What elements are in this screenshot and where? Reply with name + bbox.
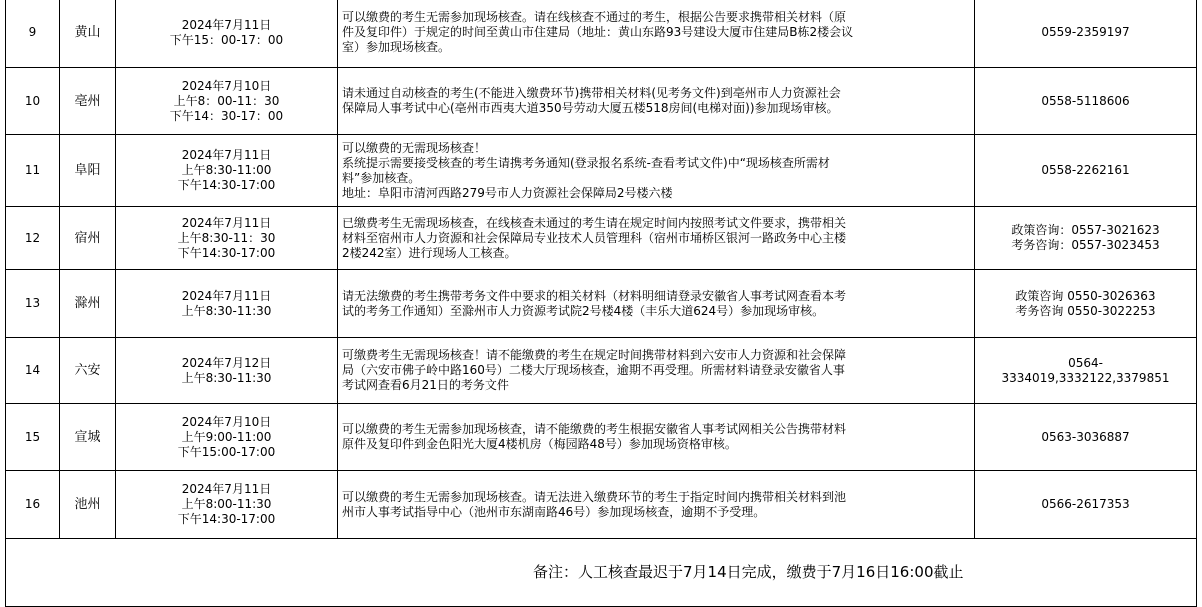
description-line: 料”参加核查。 xyxy=(342,170,421,185)
row-number: 14 xyxy=(6,338,60,404)
verification-description xyxy=(338,404,975,471)
verification-time xyxy=(116,207,338,270)
time-line: 2024年7月11日 xyxy=(181,215,272,230)
description-line: 可缴费考生无需现场核查！请不能缴费的考生在规定时间携带材料到六安市人力资源和社会保障 xyxy=(342,348,847,362)
verification-time xyxy=(116,471,338,539)
city-name: 六安 xyxy=(60,338,116,404)
time-line: 2024年7月10日 xyxy=(181,78,272,93)
description-line: 可以缴费的无需现场核查！ xyxy=(342,140,487,155)
description-line: 材料至宿州市人力资源和社会保障局专业技术人员管理科（宿州市埇桥区银河一路政务中心主楼 xyxy=(342,230,847,245)
contact-line: 3334019,3332122,3379851 xyxy=(1001,370,1170,385)
contact-line: 0558-5118606 xyxy=(1041,93,1130,108)
contact-line: 政策咨询：0557-3021623 xyxy=(1011,223,1160,237)
note-text: 备注：人工核查最迟于7月14日完成，缴费于7月16日16:00截止 xyxy=(338,539,1197,607)
verification-time xyxy=(116,338,338,404)
contact-phone xyxy=(975,68,1197,135)
time-line: 下午15：00-17：00 xyxy=(169,32,284,47)
description-line: 系统提示需要接受核查的考生请携考务通知(登录报名系统-查看考试文件)中“现场核查所需材 xyxy=(342,155,830,170)
contact-phone xyxy=(975,135,1197,207)
verification-time xyxy=(116,135,338,207)
table-row xyxy=(6,0,1197,68)
verification-description xyxy=(338,270,975,338)
city-name: 黄山 xyxy=(60,0,116,68)
contact-line: 考务咨询：0557-3023453 xyxy=(1011,238,1160,252)
description-line: 保障局人事考试中心(亳州市西夷大道350号劳动大厦五楼518房间(电梯对面))参加现场审核。 xyxy=(342,101,839,115)
contact-phone xyxy=(975,338,1197,404)
city-name: 池州 xyxy=(60,471,116,539)
contact-line: 考务咨询 0550-3022253 xyxy=(1015,303,1156,318)
verification-time xyxy=(116,0,338,68)
description-line: 请未通过自动核查的考生(不能进入缴费环节)携带相关材料(见考务文件)到亳州市人力资源社会 xyxy=(342,86,841,100)
time-line: 上午8：00-11：30 xyxy=(173,93,280,108)
contact-phone xyxy=(975,270,1197,338)
time-line: 下午15:00-17:00 xyxy=(177,444,276,459)
time-line: 上午8:30-11:00 xyxy=(181,163,272,177)
city-name: 阜阳 xyxy=(60,135,116,207)
contact-line: 政策咨询 0550-3026363 xyxy=(1015,288,1156,303)
verification-description xyxy=(338,471,975,539)
exam-verification-table xyxy=(5,0,1197,607)
description-line: 试的考务工作通知）至滁州市人力资源考试院2号楼4楼（丰乐大道624号）参加现场审核。 xyxy=(342,303,825,318)
verification-description xyxy=(338,135,975,207)
contact-line: 0563-3036887 xyxy=(1041,429,1130,444)
contact-line: 0566-2617353 xyxy=(1041,497,1130,511)
time-line: 下午14:30-17:00 xyxy=(177,512,276,526)
table-row xyxy=(6,270,1197,338)
contact-phone xyxy=(975,471,1197,539)
city-name: 宣城 xyxy=(60,404,116,471)
time-line: 2024年7月11日 xyxy=(181,288,272,303)
description-line: 可以缴费的考生无需参加现场核查，请不能缴费的考生根据安徽省人事考试网相关公告携带材料 xyxy=(342,422,847,436)
description-line: 可以缴费的考生无需参加现场核查。请无法进入缴费环节的考生于指定时间内携带相关材料到池 xyxy=(342,489,847,504)
contact-phone xyxy=(975,207,1197,270)
time-line: 下午14：30-17：00 xyxy=(169,108,284,123)
time-line: 上午8:30-11：30 xyxy=(177,230,276,245)
note-row xyxy=(6,539,1197,607)
verification-description xyxy=(338,0,975,68)
time-line: 2024年7月12日 xyxy=(181,355,272,370)
table-body xyxy=(6,0,1197,539)
time-line: 2024年7月11日 xyxy=(181,482,272,496)
description-line: 室）参加现场核查。 xyxy=(342,40,451,54)
time-line: 上午8:30-11:30 xyxy=(181,370,272,385)
time-line: 上午8:30-11:30 xyxy=(181,303,272,318)
verification-time xyxy=(116,270,338,338)
contact-line: 0559-2359197 xyxy=(1041,25,1130,39)
verification-description xyxy=(338,207,975,270)
time-line: 下午14:30-17:00 xyxy=(177,178,276,192)
city-name: 亳州 xyxy=(60,68,116,135)
description-line: 局（六安市佛子岭中路160号）二楼大厅现场核查，逾期不再受理。所需材料请登录安徽省人事 xyxy=(342,363,845,377)
row-number: 9 xyxy=(6,0,60,68)
verification-time xyxy=(116,68,338,135)
description-line: 可以缴费的考生无需参加现场核查。请在线核查不通过的考生，根据公告要求携带相关材料（原 xyxy=(342,10,847,24)
description-line: 请无法缴费的考生携带考务文件中要求的相关材料（材料明细请登录安徽省人事考试网查看本考 xyxy=(342,288,847,303)
time-line: 下午14:30-17:00 xyxy=(177,245,276,260)
description-line: 原件及复印件到金色阳光大厦4楼机房（梅园路48号）参加现场资格审核。 xyxy=(342,437,737,451)
city-name: 宿州 xyxy=(60,207,116,270)
description-line: 考试网查看6月21日的考务文件 xyxy=(342,378,509,392)
description-line: 已缴费考生无需现场核查，在线核查未通过的考生请在规定时间内按照考试文件要求，携带相关 xyxy=(342,215,847,230)
table-row xyxy=(6,135,1197,207)
table-row xyxy=(6,471,1197,539)
description-line: 地址：阜阳市清河西路279号市人力资源社会保障局2号楼六楼 xyxy=(342,185,673,200)
time-line: 2024年7月11日 xyxy=(181,17,272,32)
table-row xyxy=(6,207,1197,270)
row-number: 10 xyxy=(6,68,60,135)
table-row xyxy=(6,338,1197,404)
contact-phone xyxy=(975,404,1197,471)
table-row xyxy=(6,404,1197,471)
row-number: 11 xyxy=(6,135,60,207)
verification-time xyxy=(116,404,338,471)
contact-phone xyxy=(975,0,1197,68)
row-number: 15 xyxy=(6,404,60,471)
time-line: 2024年7月10日 xyxy=(181,414,272,429)
description-line: 2楼242室）进行现场人工核查。 xyxy=(342,245,517,260)
time-line: 2024年7月11日 xyxy=(181,148,272,162)
verification-description xyxy=(338,338,975,404)
verification-description xyxy=(338,68,975,135)
description-line: 州市人事考试指导中心（池州市东湖南路46号）参加现场核查，逾期不予受理。 xyxy=(342,504,766,519)
contact-line: 0564- xyxy=(1068,355,1103,370)
table-row xyxy=(6,68,1197,135)
description-line: 件及复印件）于规定的时间至黄山市住建局（地址：黄山东路93号建设大厦市住建局B栋2楼会议 xyxy=(342,25,854,39)
time-line: 上午9:00-11:00 xyxy=(181,429,272,444)
row-number: 12 xyxy=(6,207,60,270)
row-number: 16 xyxy=(6,471,60,539)
city-name: 滁州 xyxy=(60,270,116,338)
row-number: 13 xyxy=(6,270,60,338)
time-line: 上午8:00-11:30 xyxy=(181,497,272,511)
contact-line: 0558-2262161 xyxy=(1041,163,1130,177)
